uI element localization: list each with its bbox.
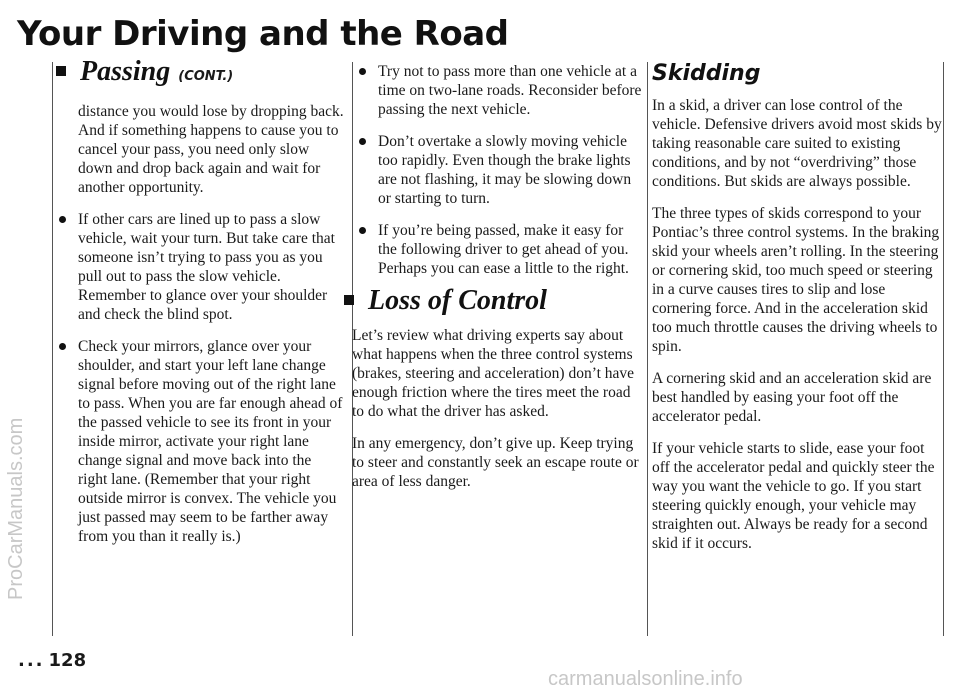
page-number-value: 128 xyxy=(48,650,87,671)
skidding-title: Skidding xyxy=(652,61,761,86)
column-rule xyxy=(647,62,648,636)
passing-cont-label: (CONT.) xyxy=(178,69,234,84)
skidding-paragraph: If your vehicle starts to slide, ease your foot off the accelerator pedal and quickly steer the way you want the vehicle to go. If you start steering quickly enough, your vehicle may straighten out. Always be ready for a second skid if it occurs. xyxy=(652,440,935,552)
skidding-paragraph: A cornering skid and an acceleration skid are best handled by easing your foot off the accelerator pedal. xyxy=(652,370,932,425)
loss-of-control-paragraph: Let’s review what driving experts say about what happens when the three control systems (brakes, steering and acceleration) don’t have enough friction where the tires meet the road to do what the driver has asked. xyxy=(352,327,635,420)
column-2 xyxy=(344,62,644,504)
passing-title: Passing xyxy=(80,56,171,87)
page-number xyxy=(18,650,86,671)
page-title: Your Driving and the Road xyxy=(17,14,509,54)
bullet-dot-icon xyxy=(359,227,366,234)
bottom-watermark: carmanualsonline.info xyxy=(548,668,743,690)
passing-bullet xyxy=(344,62,644,119)
passing-bullet xyxy=(44,210,344,324)
side-watermark: ProCarManuals.com xyxy=(5,417,27,600)
passing-bullet xyxy=(344,221,644,278)
section-square-icon xyxy=(344,295,354,305)
bullet-dot-icon xyxy=(59,343,66,350)
skidding-paragraph: The three types of skids correspond to your Pontiac’s three control systems. In the braking skid your wheels aren’t rolling. In the steering or cornering skid, too much speed or steering in a curve causes tires to slip and lose cornering force. And in the acceleration skid too much throttle causes the driving wheels to spin. xyxy=(652,205,940,355)
loss-of-control-title: Loss of Control xyxy=(368,285,547,316)
skidding-paragraph: In a skid, a driver can lose control of the vehicle. Defensive drivers avoid most skids by taking reasonable care suited to existing conditions, and by not “overdriving” those conditions. But skids are always possible. xyxy=(652,97,942,190)
passing-intro: distance you would lose by dropping back. And if something happens to cause you to cancel your pass, you need only slow down and drop back again and wait for another opportunity. xyxy=(78,103,344,196)
bullet-text: If you’re being passed, make it easy for the following driver to get ahead of you. Perhaps you can ease a little to the right. xyxy=(378,222,629,277)
loss-of-control-heading xyxy=(344,285,644,316)
bullet-text: Try not to pass more than one vehicle at a time on two-lane roads. Reconsider before passing the next vehicle. xyxy=(378,63,642,118)
bullet-text: Don’t overtake a slowly moving vehicle too rapidly. Even though the brake lights are not flashing, it may be slowing down or starting to turn. xyxy=(378,133,632,207)
loss-of-control-paragraph: In any emergency, don’t give up. Keep trying to steer and constantly seek an escape route or area of less danger. xyxy=(352,435,639,490)
bullet-dot-icon xyxy=(359,138,366,145)
page-number-dots: ... xyxy=(18,650,45,671)
bullet-dot-icon xyxy=(359,68,366,75)
column-1 xyxy=(44,56,344,559)
bullet-text: Check your mirrors, glance over your shoulder, and start your left lane change signal before moving out of the right lane to pass. When you are far enough ahead of the passed vehicle to see its front in your inside mirror, activate your right lane change signal and move back into the right lane. (Remember that your right outside mirror is convex. The vehicle you just passed may seem to be farther away from you than it really is.) xyxy=(78,338,343,545)
passing-bullet xyxy=(44,337,344,546)
column-3 xyxy=(652,62,944,566)
section-square-icon xyxy=(56,66,66,76)
bullet-text: If other cars are lined up to pass a slow vehicle, wait your turn. But take care that someone isn’t trying to pass you as you pull out to pass the slow vehicle. Remember to glance over your shoulder and check the blind spot. xyxy=(78,211,335,323)
bullet-dot-icon xyxy=(59,216,66,223)
passing-heading xyxy=(56,56,344,87)
passing-bullet xyxy=(344,132,644,208)
